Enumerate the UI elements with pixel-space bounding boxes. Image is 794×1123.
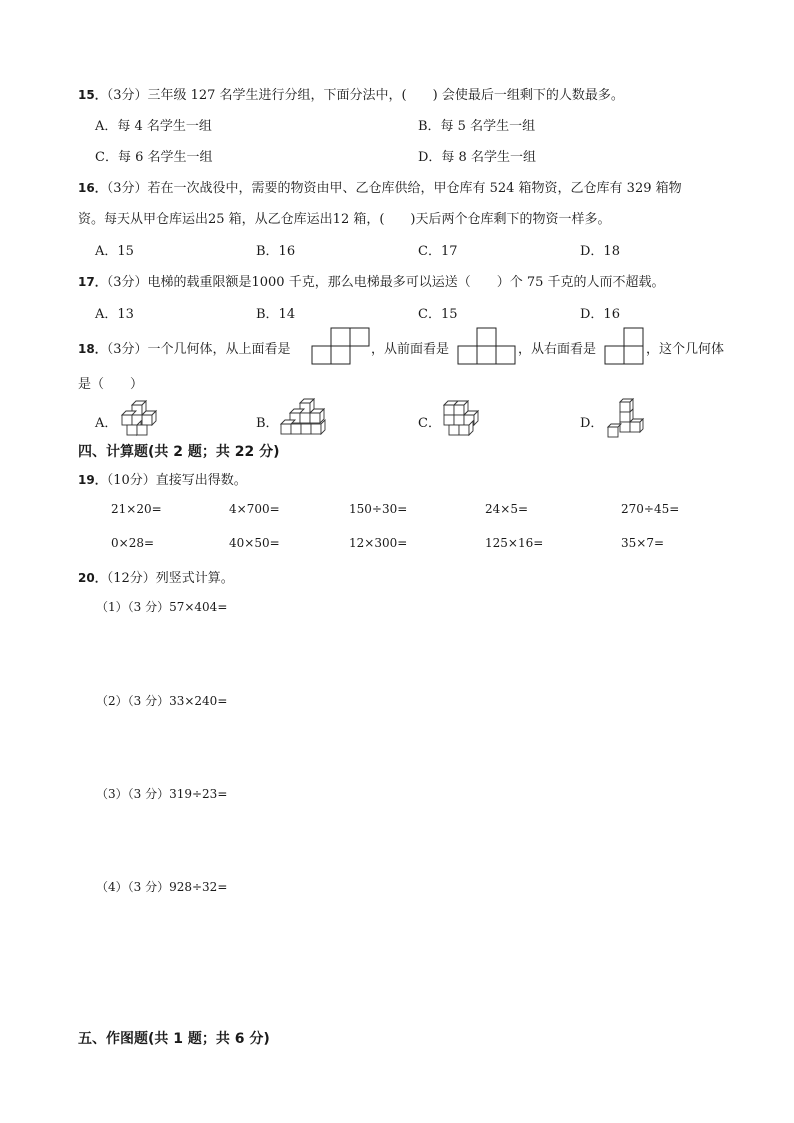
vertical-calc-item-1: （1）（3 分）57×404=: [96, 600, 228, 614]
q18-text-part4: ，这个几何体: [646, 342, 725, 357]
q15-option-c[interactable]: C．每 6 名学生一组: [95, 150, 213, 165]
vertical-calc-item-4: （4）（3 分）928÷32=: [96, 880, 228, 894]
question-15: [78, 84, 624, 103]
q18-text-part2: ，从前面看是: [371, 342, 450, 357]
q17-option-d[interactable]: D．16: [580, 307, 620, 322]
calc-item: 270÷45=: [621, 502, 680, 516]
calc-item: 4×700=: [229, 502, 280, 516]
section-title-calculation: 四、计算题(共 2 题；共 22 分): [78, 444, 280, 460]
q17-option-c[interactable]: C．15: [418, 307, 458, 322]
question-number: 19．: [78, 473, 107, 487]
question-text: （3分）三年级 127 名学生进行分组，下面分法中，( ) 会使最后一组剩下的人数最多。: [106, 88, 624, 103]
cube-stack-b-icon: [278, 398, 334, 438]
q17-option-b[interactable]: B．14: [256, 307, 296, 322]
question-17: [78, 271, 665, 290]
question-number: 18．: [78, 342, 107, 356]
question-number: 15．: [78, 88, 107, 102]
question-text-line1: （3分）若在一次战役中，需要的物资由甲、乙仓库供给，甲仓库有 524 箱物资，乙仓库有 329 箱物: [106, 181, 682, 196]
question-text: （12分）列竖式计算。: [106, 571, 234, 586]
question-16: [78, 177, 682, 196]
q18-option-a[interactable]: A．: [95, 416, 118, 431]
q18-text-line2: 是（ ）: [78, 377, 144, 392]
question-text: （3分）电梯的载重限额是1000 千克，那么电梯最多可以运送（ ）个 75 千克的人而不超载。: [106, 275, 665, 290]
calc-item: 24×5=: [485, 502, 529, 516]
right-view-figure-icon: [604, 327, 644, 365]
calc-item: 35×7=: [621, 536, 665, 550]
q16-option-d[interactable]: D．18: [580, 244, 620, 259]
vertical-calc-item-2: （2）（3 分）33×240=: [96, 694, 228, 708]
q18-option-b[interactable]: B．: [256, 416, 279, 431]
calc-item: 0×28=: [111, 536, 155, 550]
calc-item: 21×20=: [111, 502, 162, 516]
question-19: [78, 469, 247, 488]
question-number: 20．: [78, 571, 107, 585]
front-view-figure-icon: [457, 327, 517, 365]
q18-text-part1: （3分）一个几何体，从上面看是: [106, 342, 291, 357]
cube-stack-a-icon: [118, 400, 164, 438]
q15-option-d[interactable]: D．每 8 名学生一组: [418, 150, 536, 165]
question-18-line1: [78, 338, 290, 357]
q16-option-a[interactable]: A．15: [95, 244, 134, 259]
q15-option-a[interactable]: A．每 4 名学生一组: [95, 119, 212, 134]
q16-option-c[interactable]: C．17: [418, 244, 458, 259]
question-number: 17．: [78, 275, 107, 289]
q18-option-c[interactable]: C．: [418, 416, 441, 431]
calc-item: 40×50=: [229, 536, 280, 550]
calc-item: 150÷30=: [349, 502, 408, 516]
cube-stack-d-icon: [602, 398, 648, 440]
q15-option-b[interactable]: B．每 5 名学生一组: [418, 119, 536, 134]
top-view-figure-icon: [311, 327, 371, 365]
q16-option-b[interactable]: B．16: [256, 244, 296, 259]
question-20: [78, 567, 234, 586]
cube-stack-c-icon: [440, 400, 486, 438]
question-text-line2: 资。每天从甲仓库运出25 箱，从乙仓库运出12 箱，( )天后两个仓库剩下的物资一样多。: [78, 212, 611, 227]
question-number: 16．: [78, 181, 107, 195]
section-title-drawing: 五、作图题(共 1 题；共 6 分): [78, 1031, 270, 1047]
vertical-calc-item-3: （3）（3 分）319÷23=: [96, 787, 228, 801]
q17-option-a[interactable]: A．13: [95, 307, 134, 322]
calc-item: 12×300=: [349, 536, 408, 550]
q18-option-d[interactable]: D．: [580, 416, 604, 431]
q18-text-part3: ，从右面看是: [518, 342, 597, 357]
question-text: （10分）直接写出得数。: [106, 473, 247, 488]
calc-item: 125×16=: [485, 536, 544, 550]
